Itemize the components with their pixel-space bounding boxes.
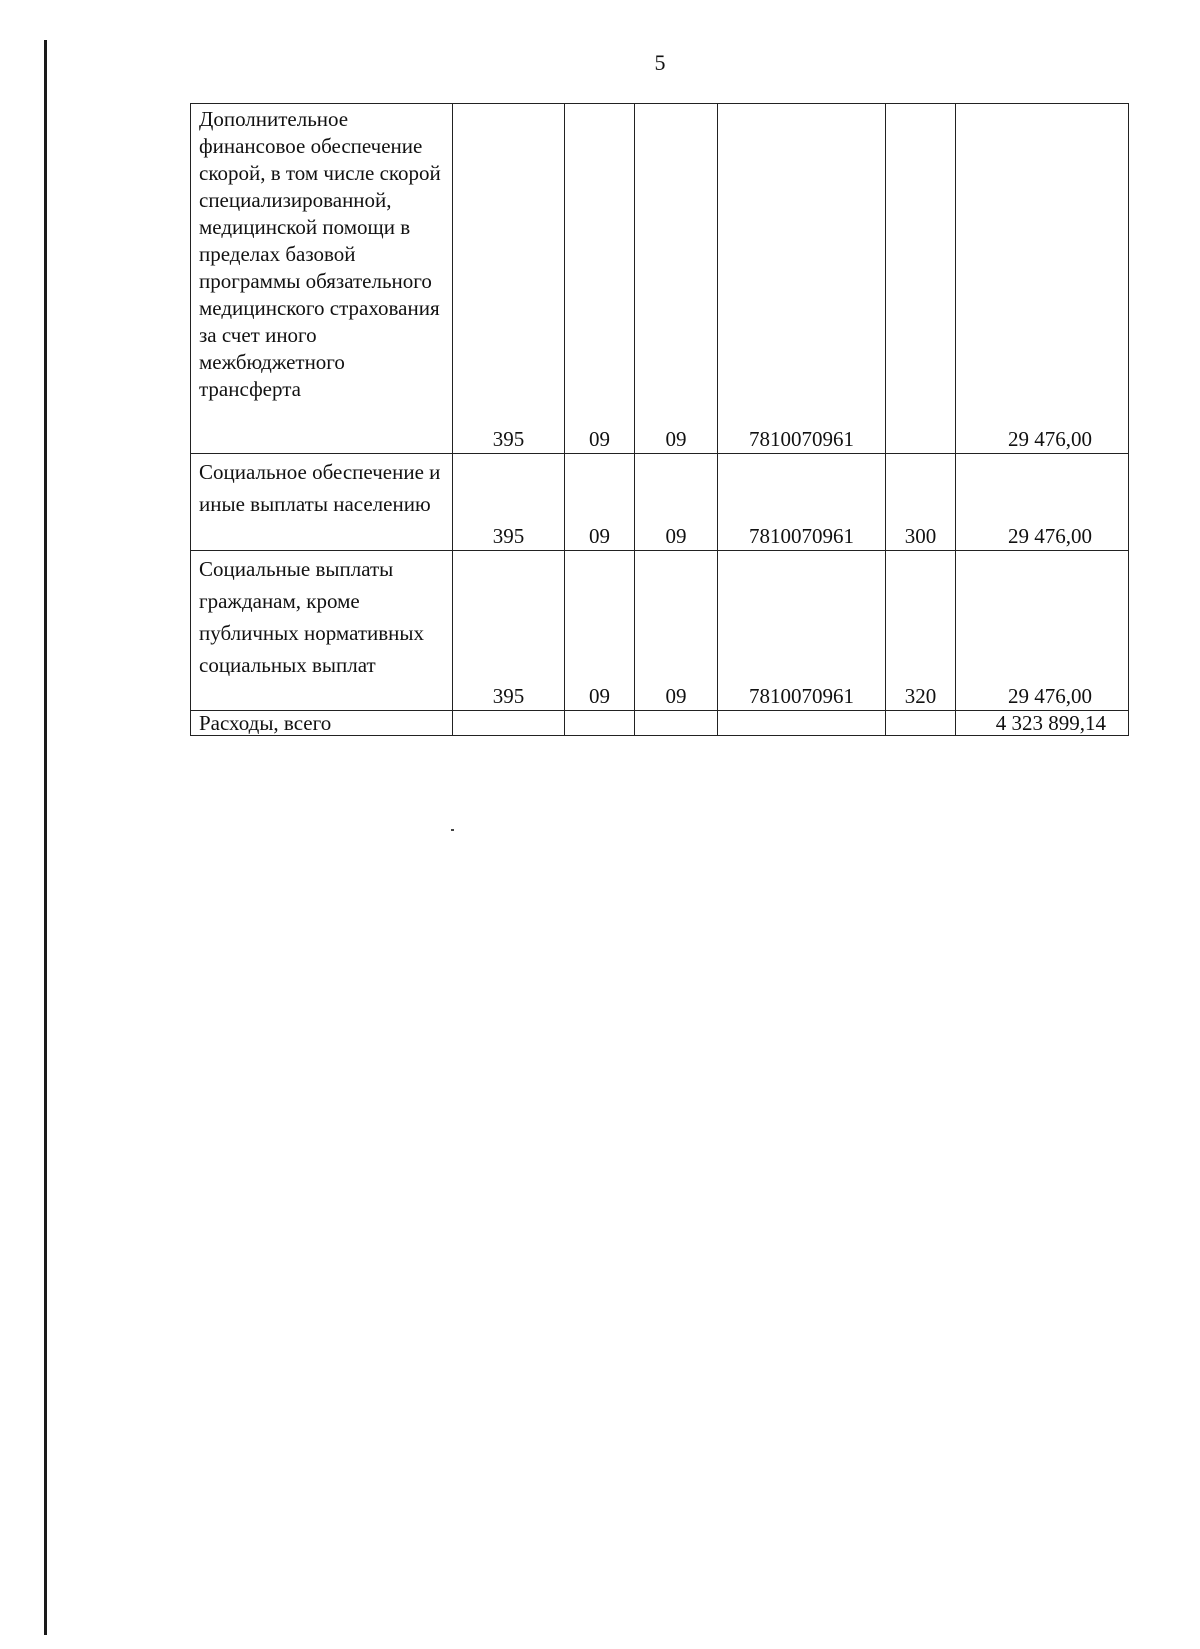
cell-csr: 7810070961 (718, 104, 886, 454)
cell-rz: 09 (565, 104, 635, 454)
total-label: Расходы, всего (191, 711, 453, 736)
cell-vr (886, 104, 956, 454)
page-number: 5 (654, 50, 666, 75)
scan-left-border (44, 40, 47, 1635)
empty-cell (565, 711, 635, 736)
scan-speck (451, 829, 454, 831)
table-row (191, 551, 1129, 711)
cell-pr: 09 (635, 551, 718, 711)
table-row (191, 454, 1129, 551)
cell-vr: 300 (886, 454, 956, 551)
total-amount: 4 323 899,14 (956, 711, 1129, 736)
cell-pr: 09 (635, 454, 718, 551)
empty-cell (453, 711, 565, 736)
row-name: Социальное обеспечение и иные выплаты населению (191, 454, 453, 551)
cell-pr: 09 (635, 104, 718, 454)
cell-gr: 395 (453, 454, 565, 551)
table-row (191, 104, 1129, 454)
expenditure-table (190, 103, 1129, 736)
row-name: Дополнительное финансовое обеспечение скорой, в том числе скорой специализированной, медицинской помощи в пределах базовой программы обязательного медицинского страхования за счет иного межбюджетного трансферта (191, 104, 453, 454)
cell-amount: 29 476,00 (956, 104, 1129, 454)
empty-cell (635, 711, 718, 736)
cell-gr: 395 (453, 551, 565, 711)
cell-gr: 395 (453, 104, 565, 454)
row-name: Социальные выплаты гражданам, кроме публичных нормативных социальных выплат (191, 551, 453, 711)
cell-amount: 29 476,00 (956, 454, 1129, 551)
cell-rz: 09 (565, 551, 635, 711)
empty-cell (886, 711, 956, 736)
cell-csr: 7810070961 (718, 551, 886, 711)
cell-csr: 7810070961 (718, 454, 886, 551)
cell-vr: 320 (886, 551, 956, 711)
cell-rz: 09 (565, 454, 635, 551)
total-row (191, 711, 1129, 736)
cell-amount: 29 476,00 (956, 551, 1129, 711)
empty-cell (718, 711, 886, 736)
